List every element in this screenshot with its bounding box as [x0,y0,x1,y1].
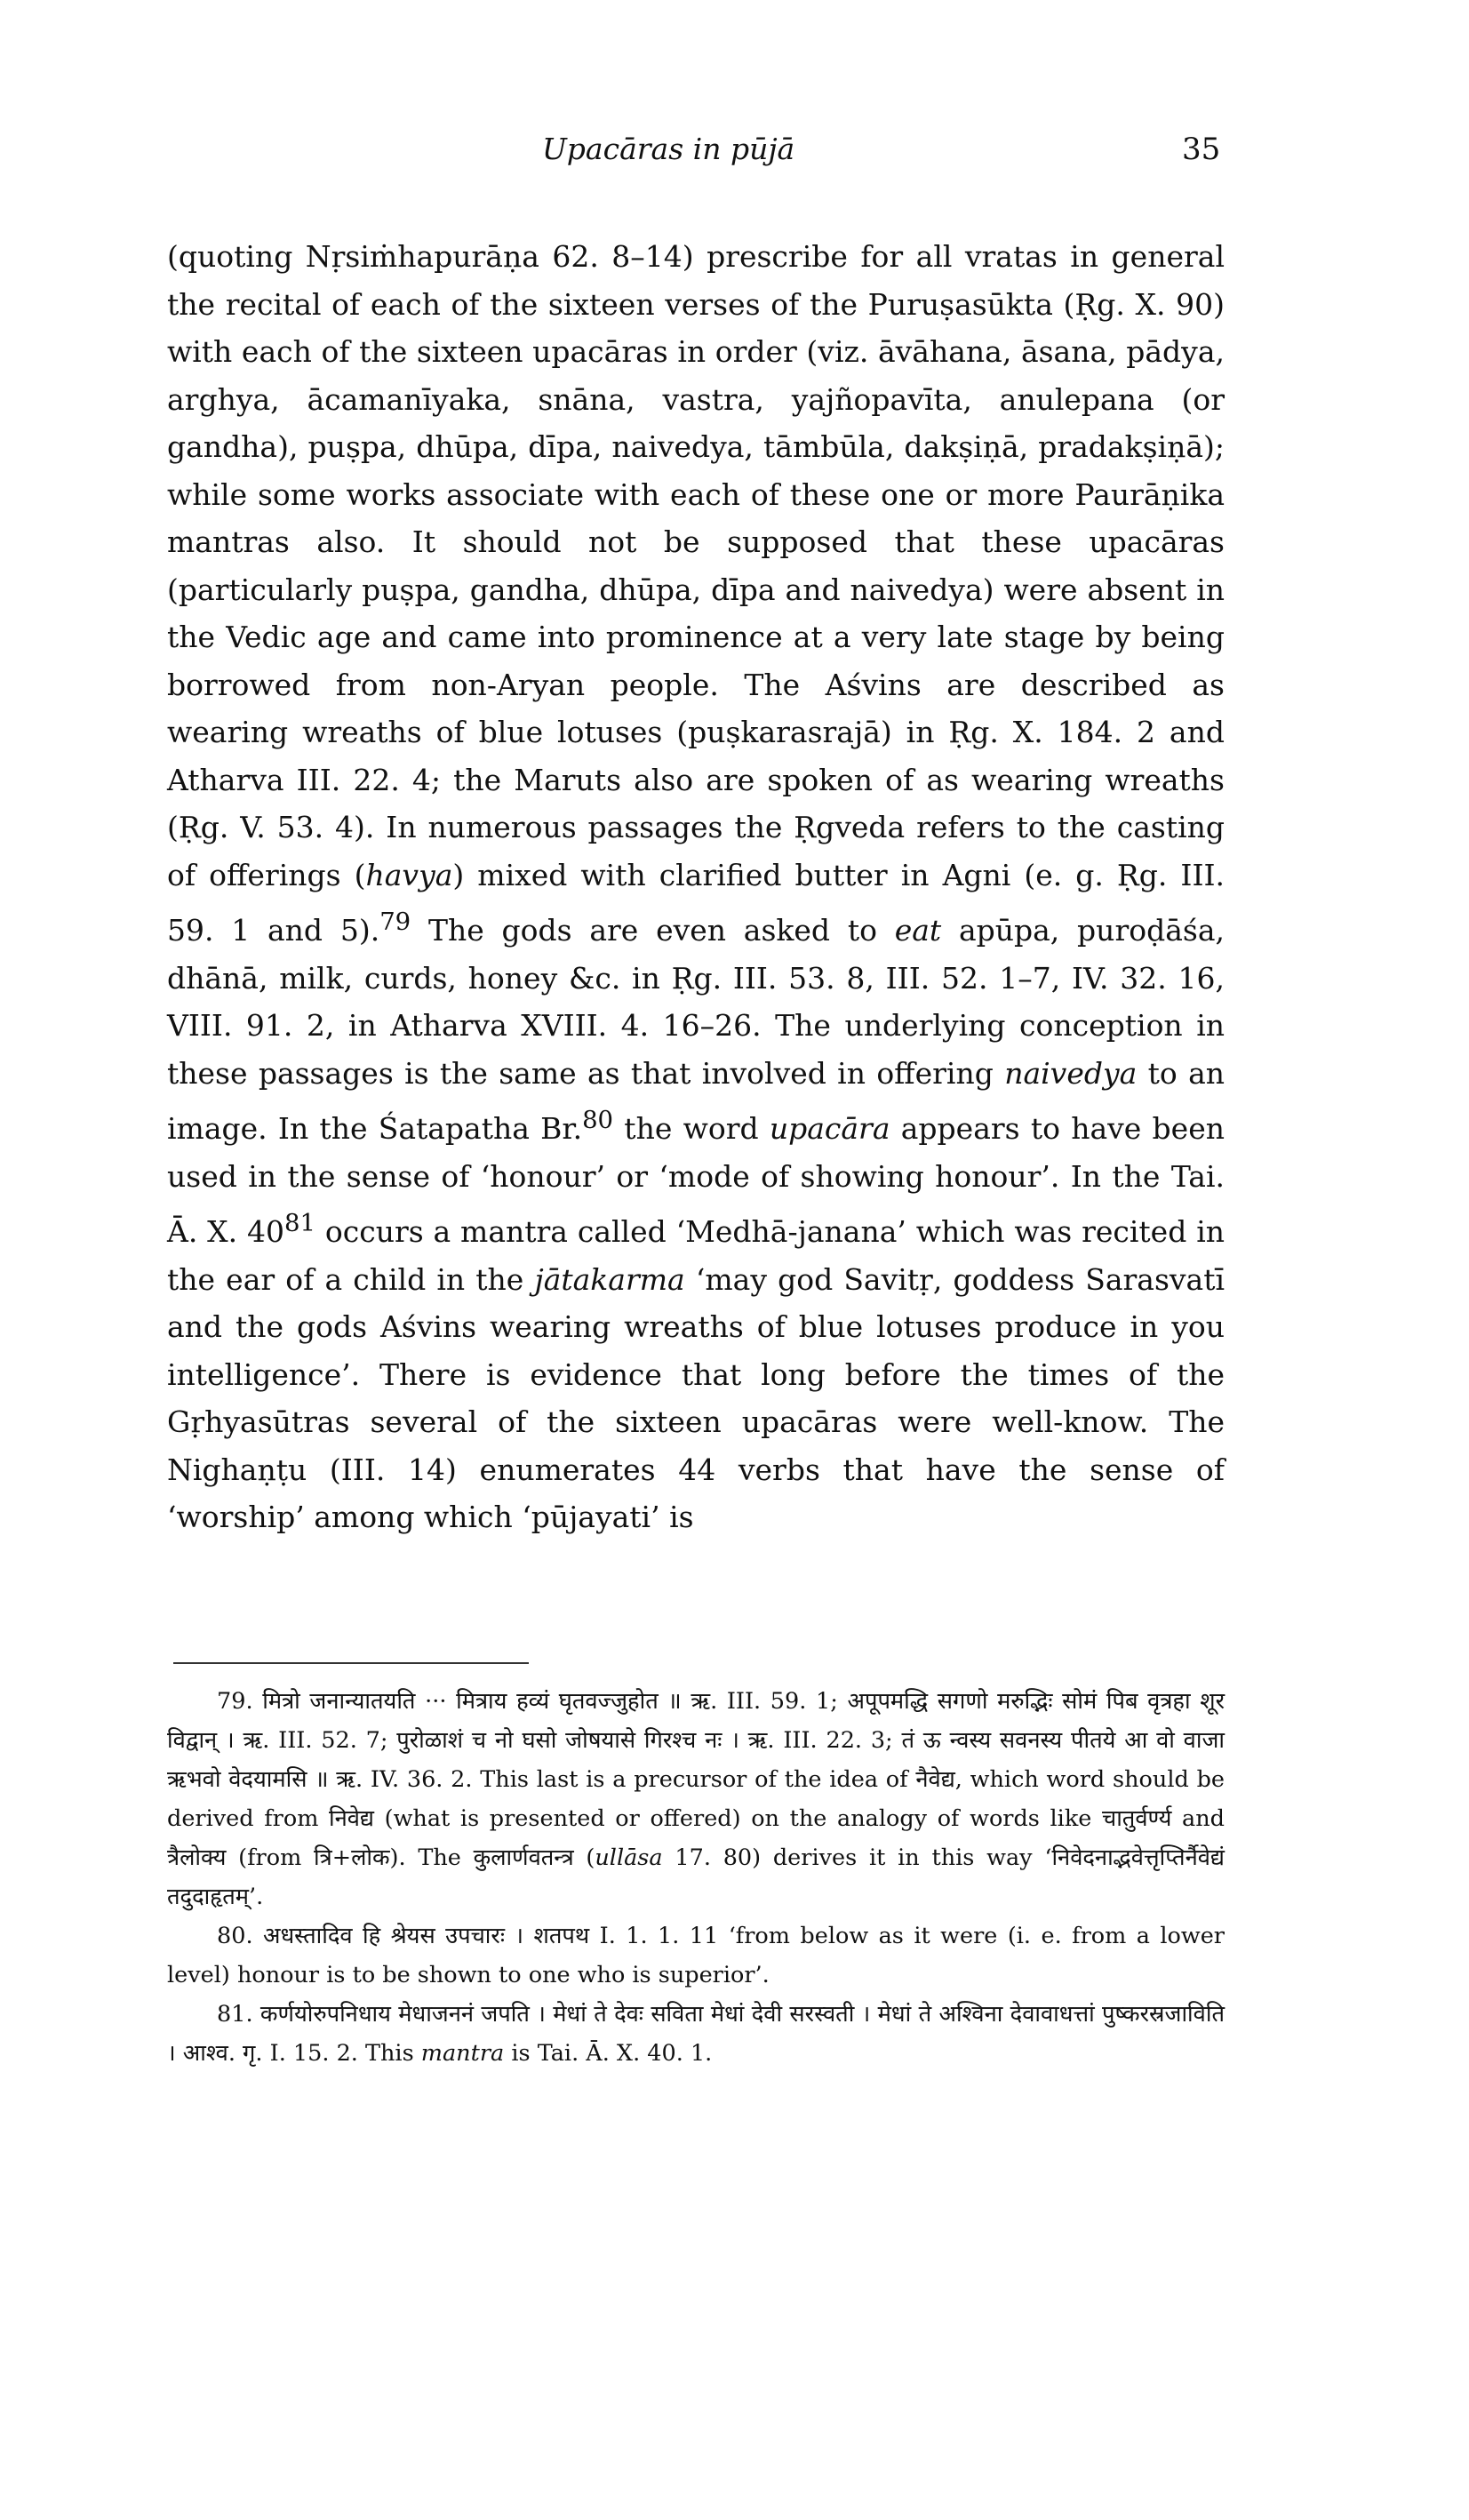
body-emphasis: naivedya [1004,1055,1138,1091]
footnote-ref-80[interactable]: 80 [582,1106,614,1134]
footnote-emphasis: ullāsa [595,1844,663,1871]
body-text: apūpa, puroḍāśa, dhānā, milk, curds, honey &c. in Ṛg. III. 53. 8, III. 52. 1–7, IV. 32. 16, VIII. 91. 2, in Atharva XVIII. 4. 16–26. The underlying conception in these passages is the same as that involved in offering [167,913,1225,1091]
body-text: occurs a mantra called ‘Medhā-janana’ which was recited in the ear of a child in the [167,1214,1225,1297]
footnote-emphasis: mantra [420,2040,505,2067]
body-text: to an image. In the Śatapatha Br. [167,1055,1225,1146]
body-text: the word [613,1111,770,1146]
body-emphasis: upacāra [769,1111,890,1146]
footnote-text: कर्णयोरुपनिधाय मेधाजननं जपति । मेधां ते देवः सविता मेधां देवी सरस्वती । मेधां ते अश्विना देवावाधत्तां पुष्करस्रजाविति । आश्व. गृ. I. 15. 2. This [167,2001,1225,2067]
body-text: (quoting Nṛsiṁhapurāṇa 62. 8–14) prescribe for all vratas in general the recital of each of the sixteen verses of the Puruṣasūkta (Ṛg. X. 90) with each of the sixteen upacāras in order (viz. āvāhana, āsana, pādya, arghya, ācamanīyaka, snāna, vastra, yajñopavīta, anulepana (or gandha), puṣpa, dhūpa, dīpa, naivedya, tāmbūla, dakṣiṇā, pradakṣiṇā); while some works associate with each of these one or more Paurāṇika mantras also. It should not be supposed that these upacāras (particularly puṣpa, gandha, dhūpa, dīpa and naivedya) were absent in the Vedic age and came into prominence at a very late stage by being borrowed from non-Aryan people. The Aśvins are described as wearing wreaths of blue lotuses (puṣkarasrajā) in Ṛg. X. 184. 2 and Atharva III. 22. 4; the Maruts also are spoken of as wearing wreaths (Ṛg. V. 53. 4). In numerous passages the Ṛgveda refers to the casting of offerings ( [167,239,1225,892]
footnotes [167,1682,1225,2073]
footnote-divider [173,1662,529,1664]
body-text: ‘may god Savitṛ, goddess Sarasvatī and the gods Aśvins wearing wreaths of blue lotuses produce in you intelligence’. There is evidence that long before the times of the Gṛhyasūtras several of the sixteen upacāras were well-know. The Nighaṇṭu (III. 14) enumerates 44 verbs that have the sense of ‘worship’ among which ‘pūjayati’ is [167,1261,1225,1534]
footnote-number: 81. [217,2001,253,2028]
footnote-text: मित्रो जनान्यातयति ··· मित्राय हव्यं घृतवज्जुहोत ॥ ऋ. III. 59. 1; अपूपमद्धि सगणो मरुद्भिः सोमं पिब वृत्रहा शूर विद्वान् । ऋ. III. 52. 7; पुरोळाशं च नो घसो जोषयासे गिरश्च नः । ऋ. III. 22. 3; तं ऊ न्वस्य सवनस्य पीतये आ वो वाजा ऋभवो वेदयामसि ॥ ऋ. IV. 36. 2. This last is a precursor of the idea of नैवेद्य, which word should be derived from निवेद्य (what is presented or offered) on the analogy of words like चातुर्वर्ण्य and त्रैलोक्य (from त्रि+लोक). The कुलार्णवतन्त्र ( [167,1688,1225,1871]
body-emphasis: havya [365,857,453,892]
body-emphasis: eat [894,913,942,948]
footnote-ref-81[interactable]: 81 [284,1209,316,1237]
footnote-79 [167,1682,1225,1916]
footnote-text: is Tai. Ā. X. 40. 1. [504,2040,713,2067]
running-header [0,132,1469,176]
running-title: Upacāras in pūjā [542,132,795,166]
body-text: ) mixed with clarified butter in Agni (e. g. Ṛg. III. 59. 1 and 5). [167,857,1225,948]
footnote-text: अधस्तादिव हि श्रेयस उपचारः । शतपथ I. 1. 1. 11 ‘from below as it were (i. e. from a lower level) honour is to be shown to one who is superior’. [167,1923,1225,1988]
footnote-text: 17. 80) derives it in this way ‘निवेदनाद्भवेत्तृप्तिर्नैवेद्यं तदुदाहृतम्’. [167,1844,1225,1910]
footnote-ref-79[interactable]: 79 [379,908,411,936]
footnote-80 [167,1916,1225,1995]
body-emphasis: jātakarma [534,1261,685,1297]
body-paragraph [167,233,1225,1541]
footnote-number: 79. [217,1688,253,1715]
footnote-number: 80. [217,1923,253,1949]
body-text: appears to have been used in the sense of ‘honour’ or ‘mode of showing honour’. In the Tai. Ā. X. 40 [167,1111,1225,1249]
page-number: 35 [1182,132,1221,167]
footnote-81 [167,1995,1225,2073]
body-text: The gods are even asked to [411,913,895,948]
